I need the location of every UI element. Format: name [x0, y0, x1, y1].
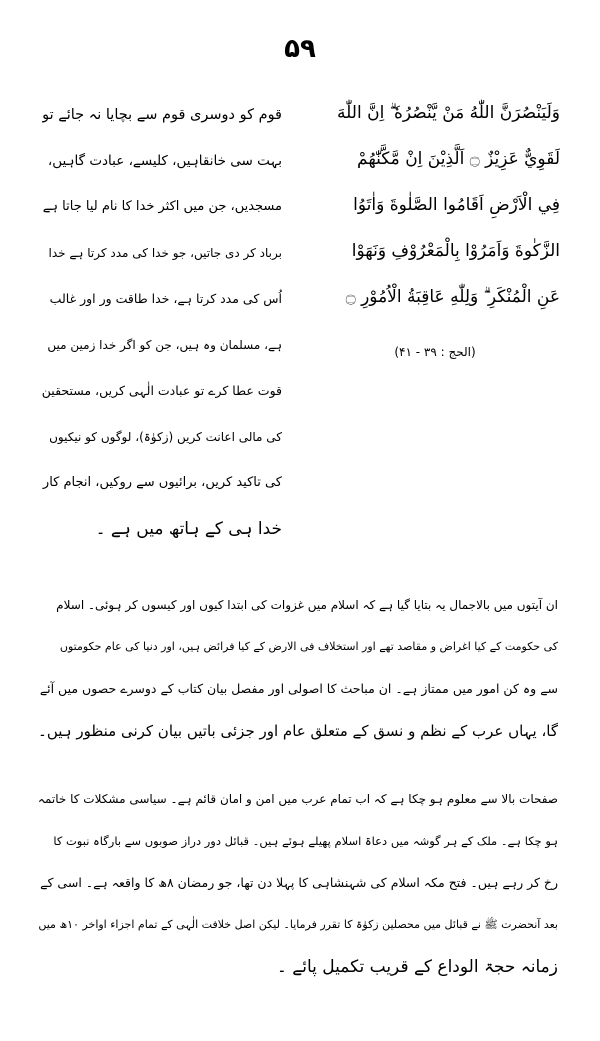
paragraph-line: سے وہ کن امور میں ممتاز ہے۔ ان مباحث کا اصولی اور مفصل بیان کتاب کے دوسرے حصوں میں آئے [39, 681, 558, 696]
translation-line: کی مالی اعانت کریں (زکوٰۃ)، لوگوں کو نیکیوں [49, 430, 282, 444]
translation-line: ہے، مسلمان وہ ہیں، جن کو اگر خدا زمین میں [47, 338, 282, 352]
translation-line: برباد کر دی جاتیں، جو خدا کی مدد کرتا ہے خدا [48, 246, 282, 260]
body-text [38, 584, 558, 988]
paragraph-2 [38, 778, 558, 988]
paragraph-line: کی حکومت کے کیا اغراض و مقاصد تھے اور استخلاف فی الارض کے کیا فرائض ہیں، اور دنیا کی عام حکومتوں [59, 640, 558, 653]
translation-line: بہت سی خانقاہیں، کلیسے، عبادت گاہیں، [47, 153, 282, 169]
paragraph-line: رخ کر رہے ہیں۔ فتح مکہ اسلام کی شہنشاہی کا پہلا دن تھا، جو رمضان ۸ھ کا واقعہ ہے۔ اسی کے [40, 875, 558, 890]
paragraph-line: زمانہ حجۃ الوداع کے قریب تکمیل پائے ۔ [276, 957, 558, 977]
paragraph-line: گا، یہاں عرب کے نظم و نسق کے متعلق عام اور جزئی باتیں بیان کرنی منظور ہیں۔ [38, 722, 558, 740]
page-number: ۵۹ [284, 34, 316, 64]
verse-line: فِي الْاَرْضِ اَقَامُوا الصَّلٰوةَ وَاٰتَوُا [353, 195, 560, 215]
verse-line: وَلَيَنْصُرَنَّ اللّٰهُ مَنْ يَّنْصُرُهٗ ۗ اِنَّ اللّٰهَ [337, 103, 560, 123]
paragraph-1 [38, 584, 558, 752]
translation-line: مسجدیں، جن میں اکثر خدا کا نام لیا جاتا ہے [42, 199, 282, 214]
verse-reference: (الحج : ۳۹ - ۴۱) [394, 345, 476, 359]
verse-line: عَنِ الْمُنْكَرِ ۗ وَلِلّٰهِ عَاقِبَةُ الْاُمُوْرِ ۝ [345, 287, 560, 307]
paragraph-line: بعد آنحضرت ﷺ نے قبائل میں محصلین زکوٰۃ کا تقرر فرمایا۔ لیکن اصل خلافت الٰہی کے تمام اجزاء اواخر ۱۰ھ میں [38, 918, 558, 931]
paragraph-line: ان آیتوں میں بالاجمال یہ بتایا گیا ہے کہ اسلام میں غزوات کی ابتدا کیوں اور کیسوں کر ہوئی۔ اسلام [56, 598, 558, 612]
translation-line: قوت عطا کرے تو عبادت الٰہی کریں، مستحقین [42, 383, 282, 398]
translation-line: قوم کو دوسری قوم سے بچایا نہ جائے تو [42, 107, 282, 123]
verse-line: الزَّكٰوةَ وَاَمَرُوْا بِالْمَعْرُوْفِ وَنَهَوْا [351, 241, 560, 261]
verse-translation [42, 92, 282, 552]
verse-line: لَقَوِيٌّ عَزِيْزٌ ۝ اَلَّذِيْنَ اِنْ مَّكَّنّٰهُمْ [357, 149, 560, 169]
paragraph-line: ہو چکا ہے۔ ملک کے ہر گوشہ میں دعاۃ اسلام پھیلے ہوئے ہیں۔ قبائل دور دراز صوبوں سے بارگاہ نبوت کا [53, 834, 558, 848]
translation-line: کی تاکید کریں، برائیوں سے روکیں، انجام کار [42, 475, 282, 490]
quranic-verse [310, 90, 560, 320]
translation-line: اُس کی مدد کرتا ہے، خدا طاقت ور اور غالب [49, 291, 282, 306]
translation-line: خدا ہی کے ہاتھ میں ہے ۔ [95, 519, 282, 539]
paragraph-line: صفحات بالا سے معلوم ہو چکا ہے کہ اب تمام عرب میں امن و امان قائم ہے۔ سیاسی مشکلات کا خاتمہ [38, 792, 558, 806]
paragraph-gap [38, 752, 558, 778]
